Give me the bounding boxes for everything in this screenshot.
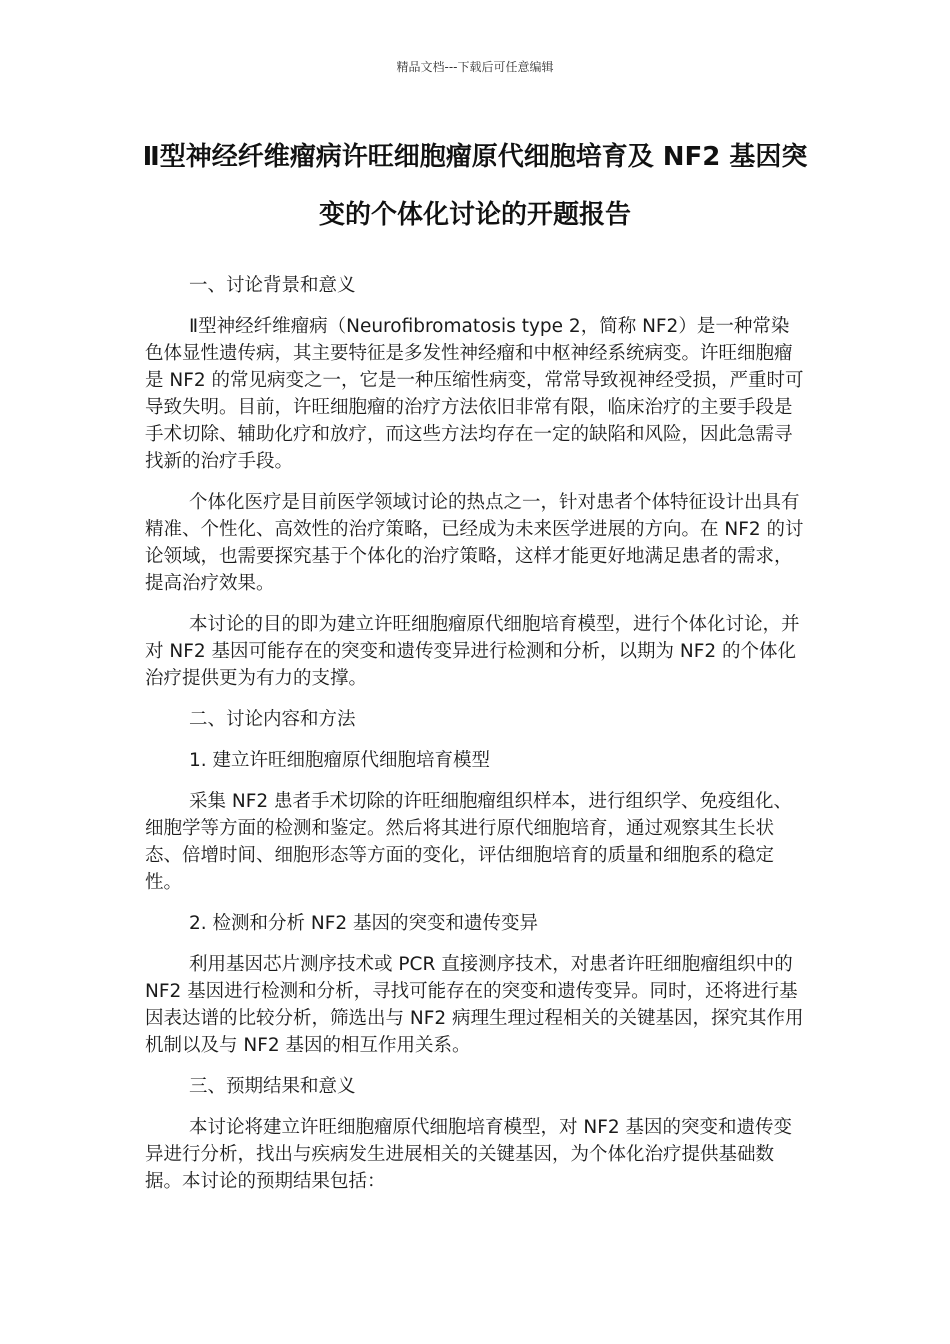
- document-title: Ⅱ型神经纤维瘤病许旺细胞瘤原代细胞培育及 NF2 基因突变的个体化讨论的开题报告: [142, 142, 808, 230]
- section3-heading: 三、预期结果和意义: [189, 1076, 356, 1097]
- section1-paragraph-1: Ⅱ型神经纤维瘤病（Neurofibromatosis type 2，简称 NF2）是一种常染色体显性遗传病，其主要特征是多发性神经瘤和中枢神经系统病变。许旺细胞瘤是 NF2 的常见病变之一，它是一种压缩性病变，常常导致视神经受损，严重时可导致失明。目前，许旺细胞瘤的治疗方法依旧非常有限，临床治疗的主要手段是手术切除、辅助化疗和放疗，而这些方法均存在一定的缺陷和风险，因此急需寻找新的治疗手段。: [145, 316, 804, 472]
- section2-paragraph-2: 利用基因芯片测序技术或 PCR 直接测序技术，对患者许旺细胞瘤组织中的 NF2 基因进行检测和分析，寻找可能存在的突变和遗传变异。同时，还将进行基因表达谱的比较分析，筛选出与 NF2 病理生理过程相关的关键基因，探究其作用机制以及与 NF2 基因的相互作用关系。: [145, 954, 804, 1056]
- section2-subheading-1: 1. 建立许旺细胞瘤原代细胞培育模型: [189, 750, 491, 771]
- section2-heading: 二、讨论内容和方法: [189, 709, 356, 730]
- header-watermark: 精品文档---下载后可任意编辑: [396, 60, 554, 74]
- section3-paragraph-1: 本讨论将建立许旺细胞瘤原代细胞培育模型，对 NF2 基因的突变和遗传变异进行分析，找出与疾病发生进展相关的关键基因，为个体化治疗提供基础数据。本讨论的预期结果包括：: [145, 1117, 793, 1192]
- section1-paragraph-3: 本讨论的目的即为建立许旺细胞瘤原代细胞培育模型，进行个体化讨论，并对 NF2 基因可能存在的突变和遗传变异进行检测和分析，以期为 NF2 的个体化治疗提供更为有力的支撑。: [145, 614, 800, 689]
- section1-paragraph-2: 个体化医疗是目前医学领域讨论的热点之一，针对患者个体特征设计出具有精准、个性化、高效性的治疗策略，已经成为未来医学进展的方向。在 NF2 的讨论领域，也需要探究基于个体化的治疗策略，这样才能更好地满足患者的需求，提高治疗效果。: [145, 492, 804, 594]
- section1-heading: 一、讨论背景和意义: [189, 275, 356, 296]
- section2-subheading-2: 2. 检测和分析 NF2 基因的突变和遗传变异: [189, 913, 539, 934]
- section2-paragraph-1: 采集 NF2 患者手术切除的许旺细胞瘤组织样本，进行组织学、免疫组化、细胞学等方面的检测和鉴定。然后将其进行原代细胞培育，通过观察其生长状态、倍增时间、细胞形态等方面的变化，评估细胞培育的质量和细胞系的稳定性。: [145, 791, 793, 893]
- document-body: [145, 272, 805, 1209]
